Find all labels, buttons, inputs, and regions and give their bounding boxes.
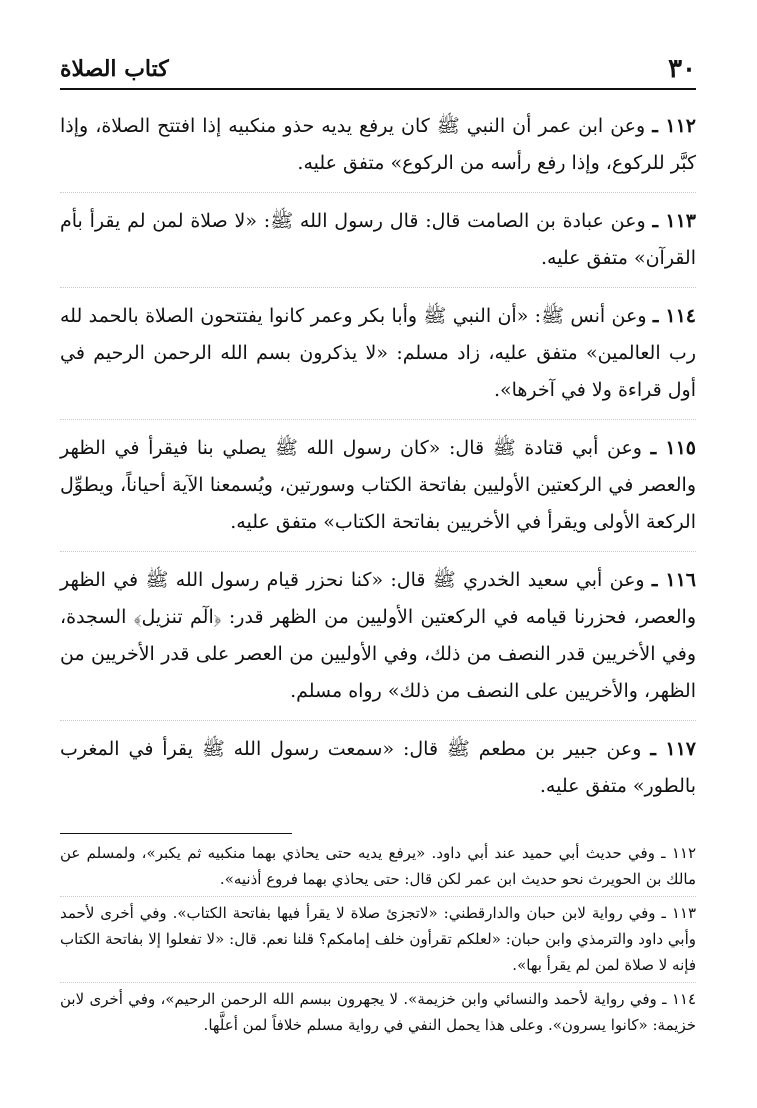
hadith-117	[60, 720, 696, 815]
hadith-number: ١١٥ ـ	[650, 437, 697, 459]
hadith-112	[60, 108, 696, 192]
hadith-number: ١١٧ ـ	[650, 738, 697, 760]
hadith-text: وعن أنس ﷺ: «أن النبي ﷺ وأبا بكر وعمر كانوا يفتتحون الصلاة بالحمد لله رب العالمين» متفق عليه، زاد مسلم: «لا يذكرون بسم الله الرحمن الرحيم في أول قراءة ولا في آخرها».	[60, 305, 696, 401]
hadith-number: ١١٤ ـ	[652, 305, 696, 327]
page-header	[60, 46, 696, 90]
book-title: كتاب الصلاة	[60, 56, 169, 82]
hadith-113	[60, 192, 696, 287]
hadith-114	[60, 287, 696, 419]
hadith-text: وعن أبي سعيد الخدري ﷺ قال: «كنا نحزر قيام رسول الله ﷺ في الظهر والعصر، فحزرنا قيامه في الركعتين الأوليين من الظهر قدر: ﴿الٓم تنزيل﴾ السجدة، وفي الأخريين قدر النصف من ذلك، وفي الأوليين من العصر على قدر الأخريين من الظهر، والأخريين على النصف من ذلك» رواه مسلم.	[60, 569, 696, 702]
hadith-list	[60, 108, 696, 815]
page-number: ٣٠	[668, 54, 696, 84]
hadith-116	[60, 551, 696, 720]
footnote-114: ١١٤ ـ وفي رواية لأحمد والنسائي وابن خزيمة». لا يجهرون ببسم الله الرحمن الرحيم»، وفي أخرى لابن خزيمة: «كانوا يسرون». وعلى هذا يحمل النفي في رواية مسلم خلافاً لمن أعلَّها.	[60, 982, 696, 1042]
hadith-number: ١١٦ ـ	[651, 569, 696, 591]
hadith-text: وعن عبادة بن الصامت قال: قال رسول الله ﷺ: «لا صلاة لمن لم يقرأ بأم القرآن» متفق عليه.	[60, 210, 696, 269]
footnote-112: ١١٢ ـ وفي حديث أبي حميد عند أبي داود. «يرفع يديه حتى يحاذي بهما منكبيه ثم يكبر»، ولمسلم عن مالك بن الحويرث نحو حديث ابن عمر لكن قال: حتى يحاذي بهما فروع أذنيه».	[60, 844, 696, 888]
hadith-text: وعن جبير بن مطعم ﷺ قال: «سمعت رسول الله ﷺ يقرأ في المغرب بالطور» متفق عليه.	[60, 738, 696, 797]
hadith-number: ١١٢ ـ	[652, 115, 696, 137]
hadith-115	[60, 419, 696, 551]
book-page	[60, 46, 696, 1042]
hadith-number: ١١٣ ـ	[652, 210, 696, 232]
footnote-113: ١١٣ ـ وفي رواية لابن حبان والدارقطني: «لاتجزئ صلاة لا يقرأ فيها بفاتحة الكتاب». وفي أخرى لأحمد وأبي داود والترمذي وابن حبان: «لعلكم تقرأون خلف إمامكم؟ قلنا نعم. قال: «لا تفعلوا إلا بفاتحة الكتاب فإنه لا صلاة لمن لم يقرأ بها».	[60, 896, 696, 982]
footnote-divider	[60, 833, 292, 834]
hadith-text: وعن أبي قتادة ﷺ قال: «كان رسول الله ﷺ يصلي بنا فيقرأ في الظهر والعصر في الركعتين الأوليين بفاتحة الكتاب وسورتين، ويُسمعنا الآية أحياناً، ويطوِّل الركعة الأولى ويقرأ في الأخريين بفاتحة الكتاب» متفق عليه.	[60, 437, 696, 533]
footnotes	[60, 840, 696, 1042]
hadith-text: وعن ابن عمر أن النبي ﷺ كان يرفع يديه حذو منكبيه إذا افتتح الصلاة، وإذا كبَّر للركوع، وإذا رفع رأسه من الركوع» متفق عليه.	[60, 115, 696, 174]
